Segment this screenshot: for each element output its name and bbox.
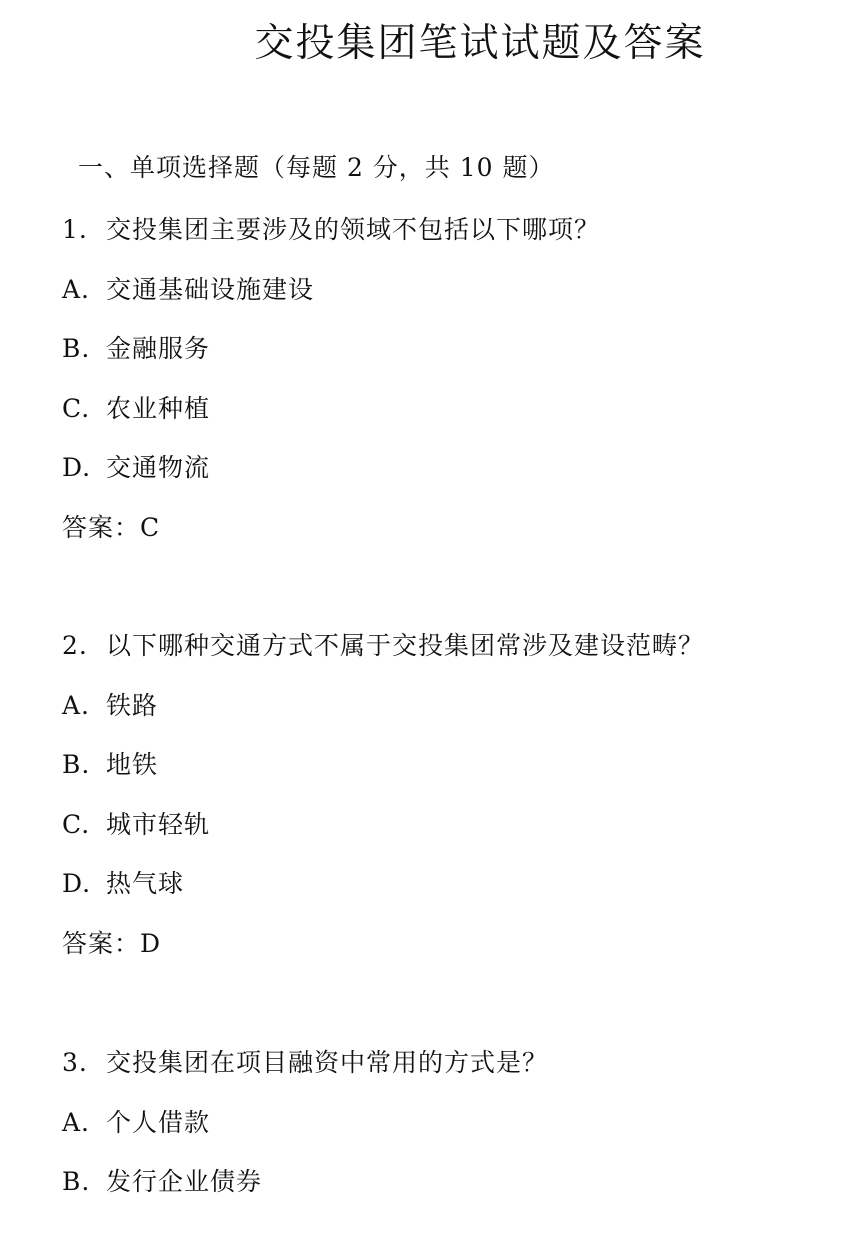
option-letter: D. xyxy=(62,453,92,482)
answer-label: 答案： xyxy=(62,928,141,958)
option-letter: A. xyxy=(62,274,91,304)
question-stem: 交投集团在项目融资中常用的方式是？ xyxy=(106,1048,549,1077)
question-text xyxy=(62,1045,842,1105)
option-b xyxy=(62,1164,842,1224)
answer-value: C xyxy=(140,512,161,542)
option-text: 地铁 xyxy=(106,750,159,779)
option-letter: A. xyxy=(62,1107,91,1137)
option-text: 铁路 xyxy=(106,690,159,720)
answer-label: 答案： xyxy=(62,512,141,542)
question-text xyxy=(62,628,842,688)
option-letter: D. xyxy=(62,869,92,898)
option-a xyxy=(62,272,842,332)
option-letter: C. xyxy=(62,393,91,423)
option-b xyxy=(62,747,842,807)
option-text: 交通基础设施建设 xyxy=(106,274,315,304)
option-text: 农业种植 xyxy=(106,393,211,423)
option-text: 个人借款 xyxy=(106,1107,211,1137)
question-number: 3. xyxy=(62,1048,88,1077)
option-text: 热气球 xyxy=(106,869,185,898)
option-c xyxy=(62,391,842,451)
question-text xyxy=(62,212,842,272)
question-1 xyxy=(62,212,842,569)
option-letter: B. xyxy=(62,750,91,779)
answer-value: D xyxy=(140,928,162,958)
question-number: 2. xyxy=(62,631,88,660)
question-2 xyxy=(62,628,842,985)
option-a xyxy=(62,688,842,748)
option-text: 交通物流 xyxy=(106,453,211,482)
question-3 xyxy=(62,1045,842,1224)
option-d xyxy=(62,866,842,926)
option-letter: B. xyxy=(62,334,91,363)
option-text: 金融服务 xyxy=(106,334,211,363)
option-letter: C. xyxy=(62,809,91,839)
option-text: 城市轻轨 xyxy=(106,809,211,839)
option-c xyxy=(62,807,842,867)
option-a xyxy=(62,1105,842,1165)
question-number: 1. xyxy=(62,215,88,244)
option-b xyxy=(62,331,842,391)
section-heading: 一、单项选择题（每题 2 分，共 10 题） xyxy=(78,153,555,182)
question-stem: 以下哪种交通方式不属于交投集团常涉及建设范畴？ xyxy=(106,631,705,660)
question-stem: 交投集团主要涉及的领域不包括以下哪项？ xyxy=(106,215,601,244)
document-title: 交投集团笔试试题及答案 xyxy=(254,21,706,66)
option-d xyxy=(62,450,842,510)
answer-line xyxy=(62,926,842,986)
option-letter: A. xyxy=(62,690,91,720)
answer-line xyxy=(62,510,842,570)
option-letter: B. xyxy=(62,1167,91,1196)
option-text: 发行企业债券 xyxy=(106,1167,263,1196)
